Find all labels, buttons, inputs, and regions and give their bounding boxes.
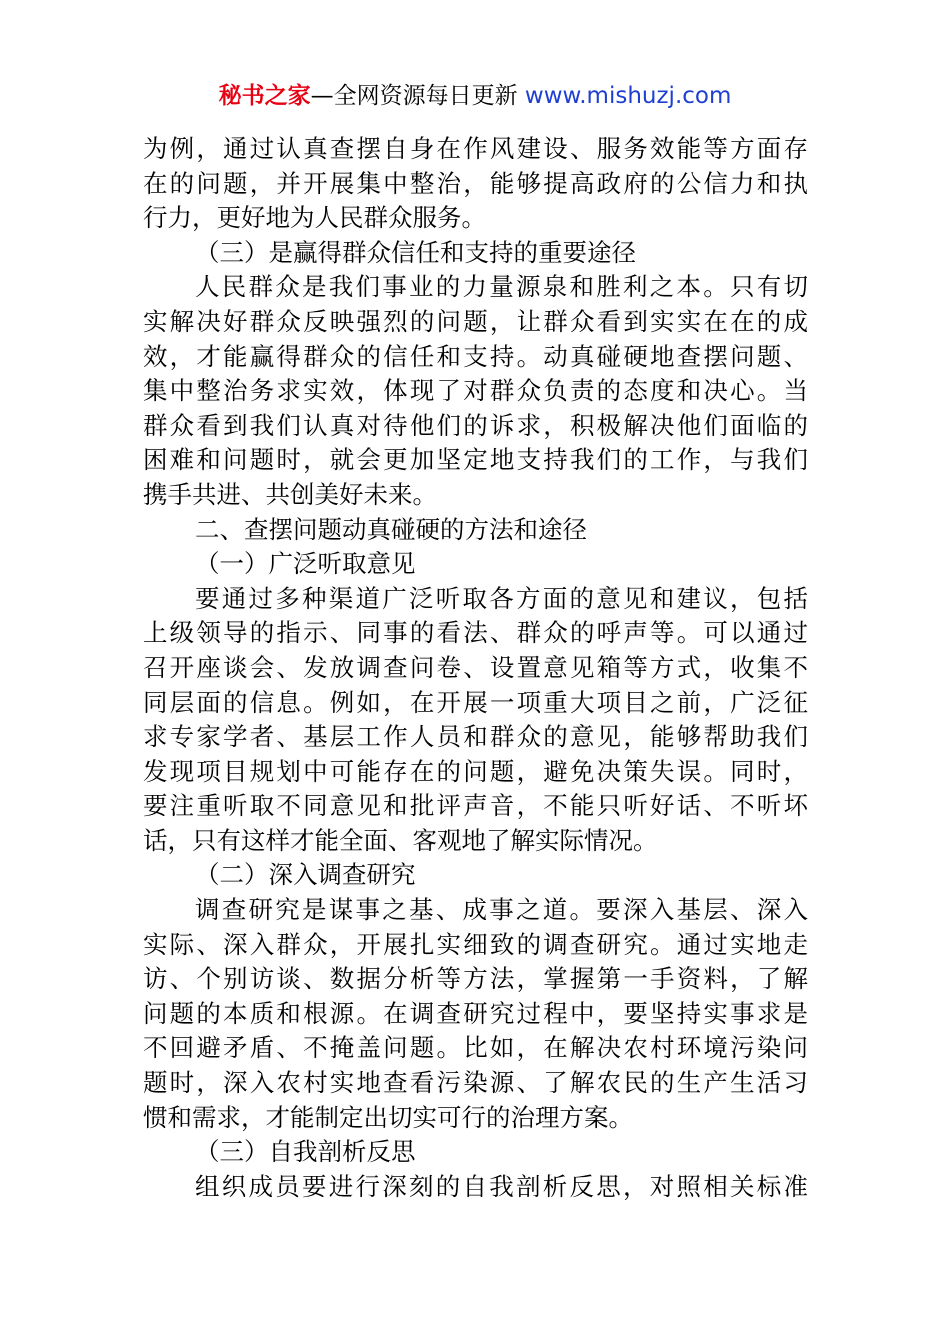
document-body [143,132,808,1204]
paragraph-line: 求专家学者、基层工作人员和群众的意见，能够帮助我们 [143,722,808,752]
paragraph-line: 题时，深入农村实地查看污染源、了解农民的生产生活习 [143,1068,808,1098]
paragraph-line: 召开座谈会、发放调查问卷、设置意见箱等方式，收集不 [143,652,808,682]
section-heading: （三）是赢得群众信任和支持的重要途径 [195,237,636,267]
paragraph-line: 惯和需求，才能制定出切实可行的治理方案。 [143,1102,633,1132]
subsection-heading: （三）自我剖析反思 [195,1137,416,1167]
paragraph-line: 话，只有这样才能全面、客观地了解实际情况。 [143,825,658,855]
paragraph-line: 人民群众是我们事业的力量源泉和胜利之本。只有切 [195,272,808,302]
paragraph-line: 调查研究是谋事之基、成事之道。要深入基层、深入 [195,895,808,925]
paragraph-line: 发现项目规划中可能存在的问题，避免决策失误。同时， [143,756,808,786]
subsection-heading: （二）深入调查研究 [195,860,416,890]
site-header [0,80,950,112]
paragraph-line: 问题的本质和根源。在调查研究过程中，要坚持实事求是 [143,998,808,1028]
paragraph-line: 访、个别访谈、数据分析等方法，掌握第一手资料，了解 [143,964,808,994]
paragraph-line: 同层面的信息。例如，在开展一项重大项目之前，广泛征 [143,687,808,717]
paragraph-line: 集中整治务求实效，体现了对群众负责的态度和决心。当 [143,376,808,406]
paragraph-line: 群众看到我们认真对待他们的诉求，积极解决他们面临的 [143,410,808,440]
paragraph-line: 要注重听取不同意见和批评声音，不能只听好话、不听坏 [143,791,808,821]
paragraph-line: 效，才能赢得群众的信任和支持。动真碰硬地查摆问题、 [143,341,808,371]
paragraph-line: 实解决好群众反映强烈的问题，让群众看到实实在在的成 [143,306,808,336]
paragraph-line: 为例，通过认真查摆自身在作风建设、服务效能等方面存 [143,134,808,163]
paragraph-line: 实际、深入群众，开展扎实细致的调查研究。通过实地走 [143,929,808,959]
paragraph-line: 不回避矛盾、不掩盖问题。比如，在解决农村环境污染问 [143,1033,808,1063]
paragraph-line: 组织成员要进行深刻的自我剖析反思，对照相关标准 [195,1171,808,1201]
header-tagline: —全网资源每日更新 [310,83,518,109]
paragraph-line: 困难和问题时，就会更加坚定地支持我们的工作，与我们 [143,445,808,475]
paragraph-line: 行力，更好地为人民群众服务。 [143,203,486,233]
paragraph-line: 要通过多种渠道广泛听取各方面的意见和建议，包括 [195,583,808,613]
site-url-link[interactable]: www.mishuzj.com [524,83,732,109]
paragraph-line: 在的问题，并开展集中整治，能够提高政府的公信力和执 [143,168,808,198]
paragraph-line: 上级领导的指示、同事的看法、群众的呼声等。可以通过 [143,618,808,648]
brand-name: 秘书之家 [218,83,311,109]
section-heading: 二、查摆问题动真碰硬的方法和途径 [195,514,587,544]
paragraph-line: 携手共进、共创美好未来。 [143,479,437,509]
subsection-heading: （一）广泛听取意见 [195,549,416,579]
